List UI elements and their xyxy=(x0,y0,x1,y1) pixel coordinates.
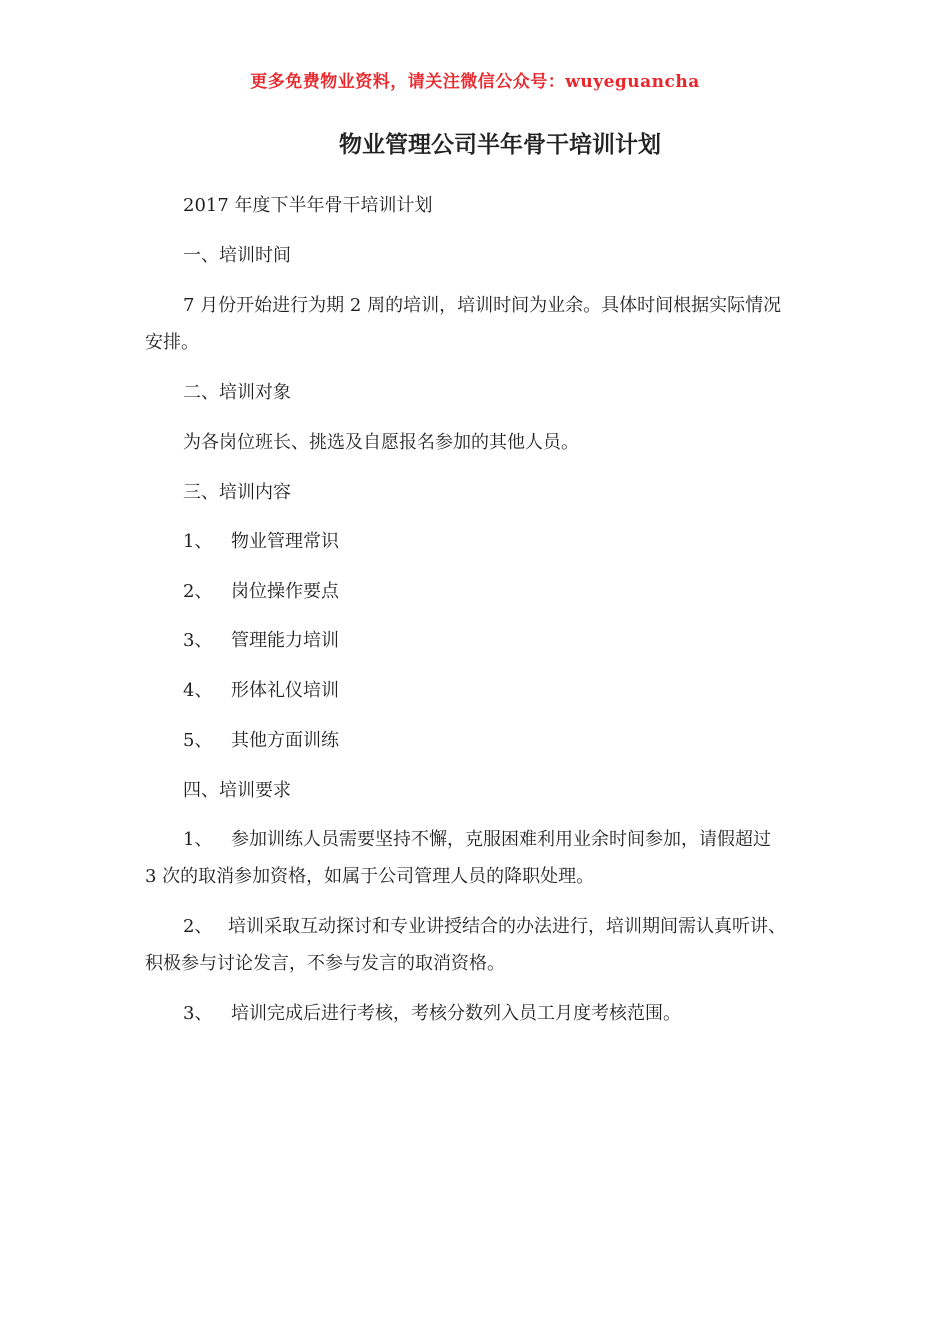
requirement-item-line1 xyxy=(183,908,786,946)
requirement-text: 参加训练人员需要坚持不懈，克服困难利用业余时间参加，请假超过 xyxy=(231,829,771,850)
list-item xyxy=(183,573,339,611)
list-item xyxy=(183,523,339,561)
requirement-item-line2: 积极参与讨论发言，不参与发言的取消资格。 xyxy=(145,953,505,974)
section-time-para-line2: 安排。 xyxy=(145,332,199,353)
list-item-number: 1、 xyxy=(183,829,213,850)
requirement-text: 培训完成后进行考核，考核分数列入员工月度考核范围。 xyxy=(231,1003,681,1024)
section-heading-time: 一、培训时间 xyxy=(183,245,291,266)
section-target-para: 为各岗位班长、挑选及自愿报名参加的其他人员。 xyxy=(183,432,579,453)
document-title: 物业管理公司半年骨干培训计划 xyxy=(339,132,661,158)
intro-line: 2017 年度下半年骨干培训计划 xyxy=(183,195,433,216)
list-item-text: 物业管理常识 xyxy=(231,531,339,552)
requirement-text: 培训采取互动探讨和专业讲授结合的办法进行，培训期间需认真听讲、 xyxy=(228,916,786,937)
list-item-number: 1、 xyxy=(183,531,213,552)
list-item-number: 5、 xyxy=(183,730,213,751)
section-heading-content: 三、培训内容 xyxy=(183,482,291,503)
list-item-text: 岗位操作要点 xyxy=(231,581,339,602)
section-time-para-line1: 7 月份开始进行为期 2 周的培训，培训时间为业余。具体时间根据实际情况 xyxy=(183,295,782,316)
list-item-number: 2、 xyxy=(183,916,213,937)
section-heading-target: 二、培训对象 xyxy=(183,382,291,403)
list-item-text: 其他方面训练 xyxy=(231,730,339,751)
section-heading-requirements: 四、培训要求 xyxy=(183,780,291,801)
list-item-number: 3、 xyxy=(183,630,213,651)
list-item-number: 4、 xyxy=(183,680,213,701)
list-item-text: 管理能力培训 xyxy=(231,630,339,651)
list-item xyxy=(183,672,339,710)
list-item xyxy=(183,722,339,760)
requirement-item-line1 xyxy=(183,821,771,859)
promo-banner: 更多免费物业资料，请关注微信公众号：wuyeguancha xyxy=(250,72,700,92)
requirement-item-line2: 3 次的取消参加资格，如属于公司管理人员的降职处理。 xyxy=(145,866,595,887)
list-item-number: 3、 xyxy=(183,1003,213,1024)
list-item-number: 2、 xyxy=(183,581,213,602)
list-item xyxy=(183,622,339,660)
requirement-item-line1 xyxy=(183,995,681,1033)
list-item-text: 形体礼仪培训 xyxy=(231,680,339,701)
